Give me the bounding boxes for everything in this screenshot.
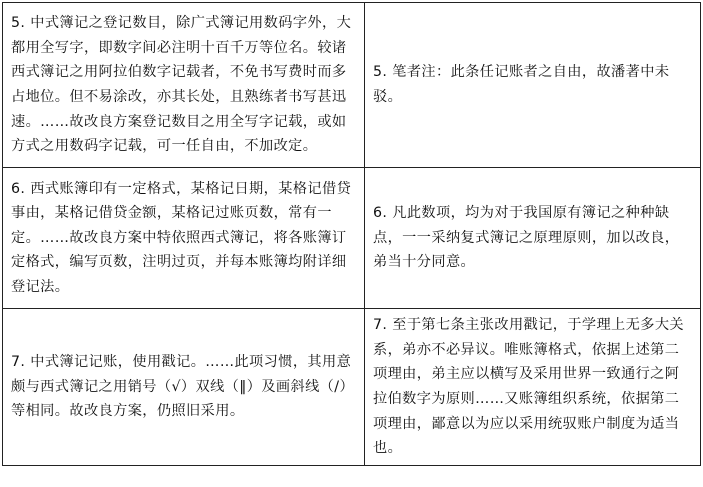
table-row [3, 309, 701, 466]
table-row [3, 168, 701, 309]
response-cell: 7. 至于第七条主张改用戳记，于学理上无多大关系，弟亦不必异议。唯账簿格式，依据上述第二项理由，弟主应以横写及采用世界一致通行之阿拉伯数字为原则……又账簿组织系统，依据第二项理由，鄙意以为应以采用统驭账户制度为适当也。 [365, 309, 701, 466]
comparison-table [2, 2, 701, 466]
table-row [3, 3, 701, 168]
response-cell: 6. 凡此数项，均为对于我国原有簿记之种种缺点，一一采纳复式簿记之原理原则，加以改良，弟当十分同意。 [365, 168, 701, 309]
proposal-cell: 5. 中式簿记之登记数目，除广式簿记用数码字外，大都用全写字，即数字间必注明十百千万等位名。较诸西式簿记之用阿拉伯数字记载者，不免书写费时而多占地位。但不易涂改，亦其长处，且熟练者书写甚迅速。……故改良方案登记数目之用全写字记载，或如方式之用数码字记载，可一任自由，不加改定。 [3, 3, 365, 168]
response-cell: 5. 笔者注：此条任记账者之自由，故潘著中未驳。 [365, 3, 701, 168]
proposal-cell: 7. 中式簿记记账，使用戳记。……此项习惯，其用意颇与西式簿记之用销号（√）双线（‖）及画斜线（/）等相同。故改良方案，仍照旧采用。 [3, 309, 365, 466]
proposal-cell: 6. 西式账簿印有一定格式，某格记日期，某格记借贷事由，某格记借贷金额，某格记过账页数，常有一定。……故改良方案中特依照西式簿记，将各账簿订定格式，编写页数，注明过页，并每本账簿均附详细登记法。 [3, 168, 365, 309]
